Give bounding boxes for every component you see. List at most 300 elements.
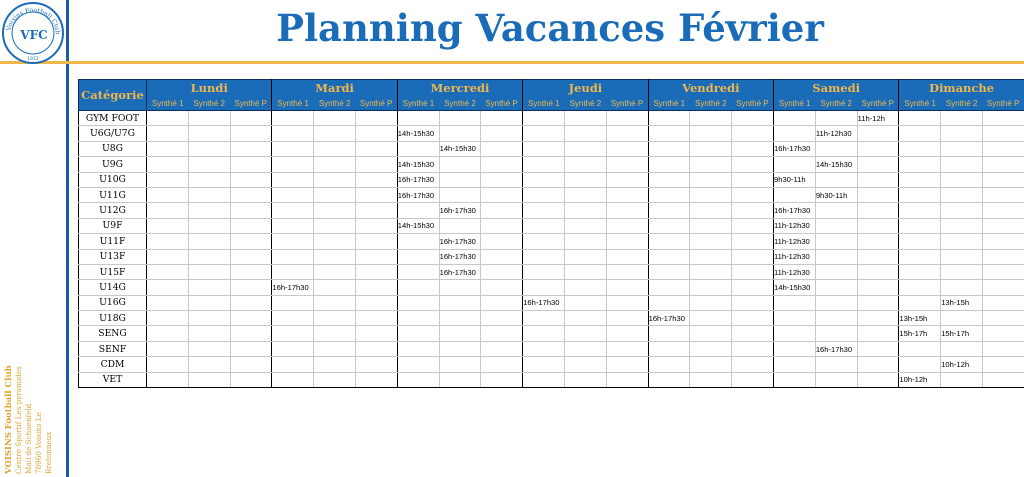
time-slot-cell <box>899 249 941 264</box>
time-slot-cell <box>439 126 481 141</box>
time-slot-cell <box>899 357 941 372</box>
time-slot-cell <box>774 157 816 172</box>
time-slot-cell <box>272 372 314 387</box>
time-slot-cell <box>648 295 690 310</box>
time-slot-cell <box>147 295 189 310</box>
time-slot-cell <box>314 280 356 295</box>
time-slot-cell <box>523 372 565 387</box>
time-slot-cell <box>523 203 565 218</box>
vertical-rule <box>66 0 69 477</box>
field-subheader: Synthé P <box>732 96 774 111</box>
field-subheader: Synthé 2 <box>815 96 857 111</box>
category-cell: U10G <box>79 172 147 187</box>
field-subheader: Synthé 1 <box>397 96 439 111</box>
time-slot-cell <box>564 172 606 187</box>
time-slot-cell <box>564 234 606 249</box>
table-row <box>79 249 1024 264</box>
time-slot-cell <box>690 280 732 295</box>
time-slot-cell <box>356 280 398 295</box>
time-slot-cell <box>732 203 774 218</box>
time-slot-cell <box>983 218 1024 233</box>
time-slot-cell <box>523 357 565 372</box>
time-slot-cell <box>941 341 983 356</box>
time-slot-cell <box>564 295 606 310</box>
time-slot-cell <box>356 249 398 264</box>
time-slot-cell <box>397 280 439 295</box>
time-slot-cell <box>356 295 398 310</box>
time-slot-cell <box>439 326 481 341</box>
table-row <box>79 280 1024 295</box>
time-slot-cell <box>648 126 690 141</box>
time-slot-cell: 16h-17h30 <box>439 203 481 218</box>
time-slot-cell <box>815 111 857 126</box>
time-slot-cell <box>564 264 606 279</box>
time-slot-cell <box>314 141 356 156</box>
time-slot-cell <box>356 187 398 202</box>
day-header: Samedi <box>774 80 899 97</box>
time-slot-cell <box>564 111 606 126</box>
time-slot-cell <box>356 126 398 141</box>
time-slot-cell <box>564 187 606 202</box>
time-slot-cell <box>230 326 272 341</box>
time-slot-cell <box>857 187 899 202</box>
time-slot-cell <box>983 111 1024 126</box>
table-row <box>79 218 1024 233</box>
field-subheader: Synthé 2 <box>941 96 983 111</box>
time-slot-cell <box>857 126 899 141</box>
time-slot-cell <box>272 311 314 326</box>
time-slot-cell <box>481 234 523 249</box>
time-slot-cell <box>606 187 648 202</box>
day-header: Mercredi <box>397 80 522 97</box>
time-slot-cell <box>481 341 523 356</box>
time-slot-cell <box>690 187 732 202</box>
time-slot-cell <box>397 372 439 387</box>
svg-text:VFC: VFC <box>20 28 48 42</box>
time-slot-cell <box>815 203 857 218</box>
time-slot-cell: 11h-12h30 <box>815 126 857 141</box>
day-header: Lundi <box>147 80 272 97</box>
time-slot-cell <box>523 187 565 202</box>
time-slot-cell <box>941 311 983 326</box>
time-slot-cell <box>564 203 606 218</box>
time-slot-cell <box>523 249 565 264</box>
time-slot-cell: 13h-15h <box>941 295 983 310</box>
time-slot-cell <box>899 203 941 218</box>
time-slot-cell <box>439 357 481 372</box>
time-slot-cell <box>648 326 690 341</box>
time-slot-cell <box>481 357 523 372</box>
time-slot-cell <box>147 264 189 279</box>
time-slot-cell <box>314 111 356 126</box>
time-slot-cell <box>188 280 230 295</box>
time-slot-cell <box>272 218 314 233</box>
time-slot-cell: 14h-15h30 <box>397 157 439 172</box>
time-slot-cell <box>732 264 774 279</box>
time-slot-cell <box>648 157 690 172</box>
time-slot-cell <box>481 280 523 295</box>
time-slot-cell <box>732 357 774 372</box>
time-slot-cell <box>983 372 1024 387</box>
time-slot-cell <box>314 234 356 249</box>
time-slot-cell <box>564 372 606 387</box>
time-slot-cell <box>774 326 816 341</box>
time-slot-cell <box>523 280 565 295</box>
time-slot-cell <box>523 218 565 233</box>
time-slot-cell <box>815 326 857 341</box>
time-slot-cell <box>188 264 230 279</box>
time-slot-cell <box>983 126 1024 141</box>
time-slot-cell <box>272 264 314 279</box>
time-slot-cell <box>648 249 690 264</box>
time-slot-cell <box>690 341 732 356</box>
time-slot-cell <box>815 295 857 310</box>
time-slot-cell <box>188 218 230 233</box>
time-slot-cell <box>690 141 732 156</box>
table-row <box>79 203 1024 218</box>
time-slot-cell: 15h-17h <box>899 326 941 341</box>
time-slot-cell: 11h-12h30 <box>774 264 816 279</box>
time-slot-cell <box>272 157 314 172</box>
time-slot-cell: 16h-17h30 <box>439 249 481 264</box>
time-slot-cell <box>523 126 565 141</box>
time-slot-cell <box>732 372 774 387</box>
field-subheader: Synthé P <box>356 96 398 111</box>
time-slot-cell <box>481 203 523 218</box>
time-slot-cell <box>899 187 941 202</box>
time-slot-cell <box>857 295 899 310</box>
table-row <box>79 295 1024 310</box>
time-slot-cell: 11h-12h <box>857 111 899 126</box>
time-slot-cell <box>272 295 314 310</box>
time-slot-cell <box>397 341 439 356</box>
time-slot-cell <box>147 157 189 172</box>
time-slot-cell <box>815 141 857 156</box>
time-slot-cell <box>774 295 816 310</box>
time-slot-cell <box>732 218 774 233</box>
time-slot-cell <box>147 280 189 295</box>
time-slot-cell <box>230 264 272 279</box>
time-slot-cell <box>147 326 189 341</box>
time-slot-cell: 10h-12h <box>899 372 941 387</box>
time-slot-cell: 10h-12h <box>941 357 983 372</box>
time-slot-cell <box>690 357 732 372</box>
time-slot-cell <box>188 234 230 249</box>
time-slot-cell <box>732 326 774 341</box>
time-slot-cell <box>147 111 189 126</box>
table-row <box>79 111 1024 126</box>
time-slot-cell <box>899 295 941 310</box>
time-slot-cell <box>857 203 899 218</box>
field-subheader: Synthé 2 <box>188 96 230 111</box>
time-slot-cell <box>983 203 1024 218</box>
time-slot-cell <box>314 295 356 310</box>
category-cell: GYM FOOT <box>79 111 147 126</box>
table-row <box>79 187 1024 202</box>
time-slot-cell <box>314 311 356 326</box>
time-slot-cell <box>606 218 648 233</box>
time-slot-cell <box>606 111 648 126</box>
time-slot-cell <box>230 157 272 172</box>
category-cell: U8G <box>79 141 147 156</box>
time-slot-cell <box>397 141 439 156</box>
time-slot-cell <box>188 372 230 387</box>
field-subheader: Synthé 2 <box>564 96 606 111</box>
time-slot-cell: 9h30-11h <box>815 187 857 202</box>
time-slot-cell <box>857 157 899 172</box>
schedule-table <box>78 79 1024 388</box>
time-slot-cell <box>272 357 314 372</box>
address-line: Bretonneux <box>44 431 53 474</box>
time-slot-cell <box>857 218 899 233</box>
time-slot-cell <box>356 157 398 172</box>
time-slot-cell <box>815 264 857 279</box>
time-slot-cell <box>690 295 732 310</box>
category-cell: U15F <box>79 264 147 279</box>
time-slot-cell <box>564 157 606 172</box>
club-address-block <box>4 360 66 474</box>
time-slot-cell <box>230 280 272 295</box>
time-slot-cell <box>397 326 439 341</box>
time-slot-cell <box>941 111 983 126</box>
table-row <box>79 357 1024 372</box>
time-slot-cell <box>564 280 606 295</box>
time-slot-cell <box>648 280 690 295</box>
time-slot-cell <box>230 126 272 141</box>
time-slot-cell <box>857 372 899 387</box>
time-slot-cell <box>857 249 899 264</box>
time-slot-cell <box>690 372 732 387</box>
time-slot-cell <box>564 311 606 326</box>
time-slot-cell <box>774 341 816 356</box>
time-slot-cell <box>230 234 272 249</box>
time-slot-cell <box>230 341 272 356</box>
time-slot-cell <box>230 357 272 372</box>
field-subheader: Synthé 1 <box>523 96 565 111</box>
time-slot-cell <box>899 218 941 233</box>
category-cell: U12G <box>79 203 147 218</box>
time-slot-cell <box>314 264 356 279</box>
time-slot-cell <box>941 372 983 387</box>
time-slot-cell: 14h-15h30 <box>815 157 857 172</box>
time-slot-cell <box>439 172 481 187</box>
time-slot-cell <box>230 111 272 126</box>
time-slot-cell <box>732 311 774 326</box>
time-slot-cell <box>188 326 230 341</box>
time-slot-cell: 16h-17h30 <box>397 187 439 202</box>
time-slot-cell <box>648 357 690 372</box>
time-slot-cell <box>941 126 983 141</box>
time-slot-cell <box>188 172 230 187</box>
time-slot-cell <box>648 264 690 279</box>
time-slot-cell <box>606 357 648 372</box>
time-slot-cell <box>690 203 732 218</box>
time-slot-cell <box>690 126 732 141</box>
page-title: Planning Vacances Février <box>276 6 824 50</box>
field-subheader: Synthé P <box>606 96 648 111</box>
time-slot-cell <box>481 264 523 279</box>
time-slot-cell <box>564 126 606 141</box>
time-slot-cell <box>606 126 648 141</box>
table-row <box>79 172 1024 187</box>
table-row <box>79 157 1024 172</box>
time-slot-cell <box>941 141 983 156</box>
time-slot-cell <box>523 234 565 249</box>
time-slot-cell <box>857 357 899 372</box>
time-slot-cell <box>983 234 1024 249</box>
time-slot-cell <box>606 341 648 356</box>
time-slot-cell <box>774 111 816 126</box>
time-slot-cell: 11h-12h30 <box>774 218 816 233</box>
time-slot-cell <box>857 172 899 187</box>
time-slot-cell <box>147 234 189 249</box>
time-slot-cell: 11h-12h30 <box>774 249 816 264</box>
time-slot-cell <box>690 311 732 326</box>
time-slot-cell: 11h-12h30 <box>774 234 816 249</box>
time-slot-cell <box>523 311 565 326</box>
time-slot-cell <box>188 341 230 356</box>
time-slot-cell <box>523 172 565 187</box>
time-slot-cell <box>983 311 1024 326</box>
time-slot-cell <box>230 203 272 218</box>
time-slot-cell <box>188 157 230 172</box>
time-slot-cell <box>481 311 523 326</box>
field-subheader: Synthé 1 <box>648 96 690 111</box>
svg-text:1972: 1972 <box>27 57 39 62</box>
time-slot-cell <box>314 341 356 356</box>
time-slot-cell <box>983 264 1024 279</box>
time-slot-cell <box>272 234 314 249</box>
time-slot-cell <box>941 157 983 172</box>
time-slot-cell <box>648 341 690 356</box>
time-slot-cell <box>356 311 398 326</box>
svg-text:Voisins Football Club: Voisins Football Club <box>5 6 62 35</box>
time-slot-cell <box>439 280 481 295</box>
time-slot-cell <box>481 218 523 233</box>
time-slot-cell <box>314 372 356 387</box>
field-subheader: Synthé 1 <box>774 96 816 111</box>
time-slot-cell <box>272 341 314 356</box>
time-slot-cell <box>188 187 230 202</box>
table-row <box>79 372 1024 387</box>
time-slot-cell <box>732 234 774 249</box>
time-slot-cell <box>983 157 1024 172</box>
time-slot-cell <box>188 141 230 156</box>
address-line: 78960 Voisins Le <box>34 412 43 474</box>
time-slot-cell <box>147 172 189 187</box>
time-slot-cell <box>899 264 941 279</box>
time-slot-cell: 16h-17h30 <box>774 141 816 156</box>
time-slot-cell <box>774 372 816 387</box>
time-slot-cell <box>481 295 523 310</box>
time-slot-cell: 16h-17h30 <box>815 341 857 356</box>
time-slot-cell <box>272 111 314 126</box>
time-slot-cell: 14h-15h30 <box>439 141 481 156</box>
time-slot-cell <box>230 218 272 233</box>
field-subheader: Synthé 1 <box>899 96 941 111</box>
time-slot-cell <box>648 172 690 187</box>
time-slot-cell <box>439 187 481 202</box>
time-slot-cell <box>356 172 398 187</box>
time-slot-cell <box>983 172 1024 187</box>
time-slot-cell: 16h-17h30 <box>774 203 816 218</box>
time-slot-cell <box>188 203 230 218</box>
time-slot-cell <box>983 357 1024 372</box>
category-cell: U18G <box>79 311 147 326</box>
category-cell: VET <box>79 372 147 387</box>
field-subheader: Synthé 2 <box>314 96 356 111</box>
time-slot-cell <box>690 111 732 126</box>
time-slot-cell <box>815 249 857 264</box>
time-slot-cell <box>356 372 398 387</box>
time-slot-cell <box>147 372 189 387</box>
field-subheader: Synthé P <box>481 96 523 111</box>
time-slot-cell <box>648 111 690 126</box>
time-slot-cell <box>606 141 648 156</box>
address-line: Centre Sportif Les pyramides <box>14 366 23 474</box>
time-slot-cell <box>523 141 565 156</box>
time-slot-cell <box>397 249 439 264</box>
time-slot-cell <box>648 234 690 249</box>
field-subheader: Synthé 2 <box>690 96 732 111</box>
time-slot-cell: 16h-17h30 <box>648 311 690 326</box>
time-slot-cell <box>857 341 899 356</box>
time-slot-cell <box>188 249 230 264</box>
time-slot-cell <box>648 218 690 233</box>
time-slot-cell <box>983 249 1024 264</box>
table-row <box>79 234 1024 249</box>
time-slot-cell <box>774 357 816 372</box>
club-logo <box>1 1 65 65</box>
time-slot-cell <box>147 203 189 218</box>
time-slot-cell <box>481 249 523 264</box>
time-slot-cell <box>356 264 398 279</box>
time-slot-cell <box>564 141 606 156</box>
time-slot-cell <box>523 326 565 341</box>
time-slot-cell <box>690 234 732 249</box>
category-cell: U11G <box>79 187 147 202</box>
table-row <box>79 341 1024 356</box>
time-slot-cell <box>397 111 439 126</box>
time-slot-cell <box>732 187 774 202</box>
time-slot-cell <box>272 126 314 141</box>
category-cell: U13F <box>79 249 147 264</box>
horizontal-rule <box>0 61 1024 64</box>
time-slot-cell <box>147 311 189 326</box>
time-slot-cell <box>983 295 1024 310</box>
field-subheader: Synthé P <box>983 96 1024 111</box>
club-name: VOISINS Football Club <box>4 365 14 474</box>
table-row <box>79 264 1024 279</box>
time-slot-cell <box>983 141 1024 156</box>
time-slot-cell <box>606 157 648 172</box>
field-subheader: Synthé 1 <box>272 96 314 111</box>
field-subheader: Synthé 1 <box>147 96 189 111</box>
time-slot-cell <box>147 249 189 264</box>
field-subheader: Synthé 2 <box>439 96 481 111</box>
time-slot-cell: 15h-17h <box>941 326 983 341</box>
time-slot-cell <box>606 280 648 295</box>
time-slot-cell <box>606 295 648 310</box>
category-cell: U16G <box>79 295 147 310</box>
time-slot-cell <box>690 264 732 279</box>
time-slot-cell <box>356 111 398 126</box>
table-row <box>79 311 1024 326</box>
time-slot-cell <box>564 249 606 264</box>
time-slot-cell <box>314 126 356 141</box>
time-slot-cell: 16h-17h30 <box>397 172 439 187</box>
time-slot-cell <box>899 111 941 126</box>
